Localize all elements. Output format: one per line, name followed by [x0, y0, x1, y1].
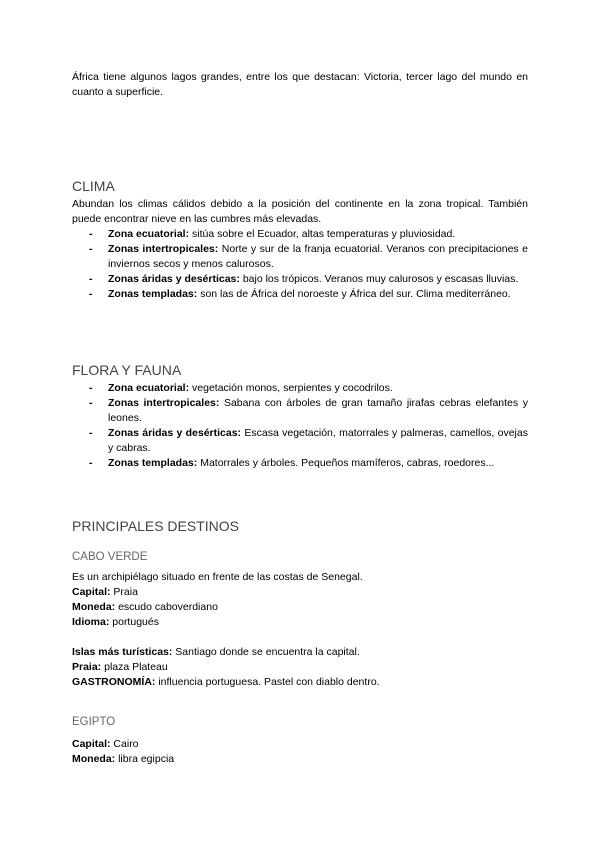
item-text: Norte y sur de la franja ecuatorial. Veranos con precipitaciones e inviernos secos y menos calurosos.: [108, 243, 528, 270]
flora-heading: FLORA Y FAUNA: [72, 362, 182, 378]
field-value: Cairo: [110, 738, 139, 750]
field-value: libra egipcia: [115, 753, 175, 765]
item-label: Zonas áridas y desérticas:: [108, 427, 242, 439]
destinos-heading: PRINCIPALES DESTINOS: [72, 518, 240, 534]
field-label: GASTRONOMÍA:: [72, 676, 156, 688]
cabo-verde-section: [72, 550, 528, 690]
list-item: [72, 396, 528, 426]
item-label: Zonas áridas y desérticas:: [108, 273, 240, 285]
cabo-verde-idioma: [72, 615, 528, 630]
egipto-capital: [72, 737, 528, 752]
field-value: escudo caboverdiano: [115, 601, 218, 613]
field-label: Islas más turísticas:: [72, 646, 173, 658]
item-label: Zona ecuatorial:: [108, 382, 190, 394]
destinos-section: [72, 517, 528, 535]
field-label: Moneda:: [72, 753, 116, 765]
clima-heading: CLIMA: [72, 178, 115, 194]
item-label: Zona ecuatorial:: [108, 228, 190, 240]
field-value: portugués: [109, 616, 159, 628]
item-label: Zonas intertropicales:: [108, 243, 219, 255]
list-item: [72, 287, 528, 302]
clima-intro: Abundan los climas cálidos debido a la posición del continente en la zona tropical. También puede encontrar nieve en las cumbres más elevadas.: [72, 198, 528, 225]
item-label: Zonas templadas:: [108, 457, 198, 469]
list-item: [72, 381, 528, 396]
intro-paragraph: África tiene algunos lagos grandes, entre los que destacan: Victoria, tercer lago del mundo en cuanto a superficie.: [72, 71, 528, 98]
cabo-verde-heading: CABO VERDE: [72, 551, 148, 563]
clima-list: [72, 227, 528, 302]
intro-section: [72, 70, 528, 100]
field-value: Santiago donde se encuentra la capital.: [172, 646, 360, 658]
item-text: Escasa vegetación, matorrales y palmeras, camellos, ovejas y cabras.: [108, 427, 528, 454]
list-item: [72, 456, 528, 471]
cabo-verde-gastronomia: [72, 675, 528, 690]
item-label: Zonas templadas:: [108, 288, 198, 300]
list-item: [72, 426, 528, 456]
field-label: Capital:: [72, 586, 111, 598]
item-text: Sabana con árboles de gran tamaño jirafas cebras elefantes y leones.: [108, 397, 528, 424]
field-value: Praia: [110, 586, 138, 598]
cabo-verde-praia: [72, 660, 528, 675]
item-text: vegetación monos, serpientes y cocodrilos.: [189, 382, 393, 394]
list-item: [72, 227, 528, 242]
item-label: Zonas intertropicales:: [108, 397, 220, 409]
field-label: Praia:: [72, 661, 102, 673]
item-text: bajo los trópicos. Veranos muy calurosos y escasas lluvias.: [239, 273, 519, 285]
field-label: Capital:: [72, 738, 111, 750]
egipto-moneda: [72, 752, 528, 767]
list-item: [72, 272, 528, 287]
cabo-verde-capital: [72, 585, 528, 600]
egipto-section: [72, 715, 528, 767]
field-value: influencia portuguesa. Pastel con diablo dentro.: [155, 676, 380, 688]
field-value: plaza Plateau: [101, 661, 168, 673]
clima-section: [72, 177, 528, 302]
flora-list: [72, 381, 528, 471]
flora-section: [72, 361, 528, 471]
item-text: sitúa sobre el Ecuador, altas temperaturas y pluviosidad.: [189, 228, 456, 240]
list-item: [72, 242, 528, 272]
item-text: son las de África del noroeste y África del sur. Clima mediterráneo.: [197, 288, 511, 300]
cabo-verde-islas: [72, 645, 528, 660]
field-label: Moneda:: [72, 601, 116, 613]
egipto-heading: EGIPTO: [72, 716, 116, 728]
field-label: Idioma:: [72, 616, 110, 628]
cabo-verde-moneda: [72, 600, 528, 615]
cabo-verde-intro: Es un archipiélago situado en frente de las costas de Senegal.: [72, 571, 363, 583]
item-text: Matorrales y árboles. Pequeños mamíferos, cabras, roedores...: [197, 457, 495, 469]
